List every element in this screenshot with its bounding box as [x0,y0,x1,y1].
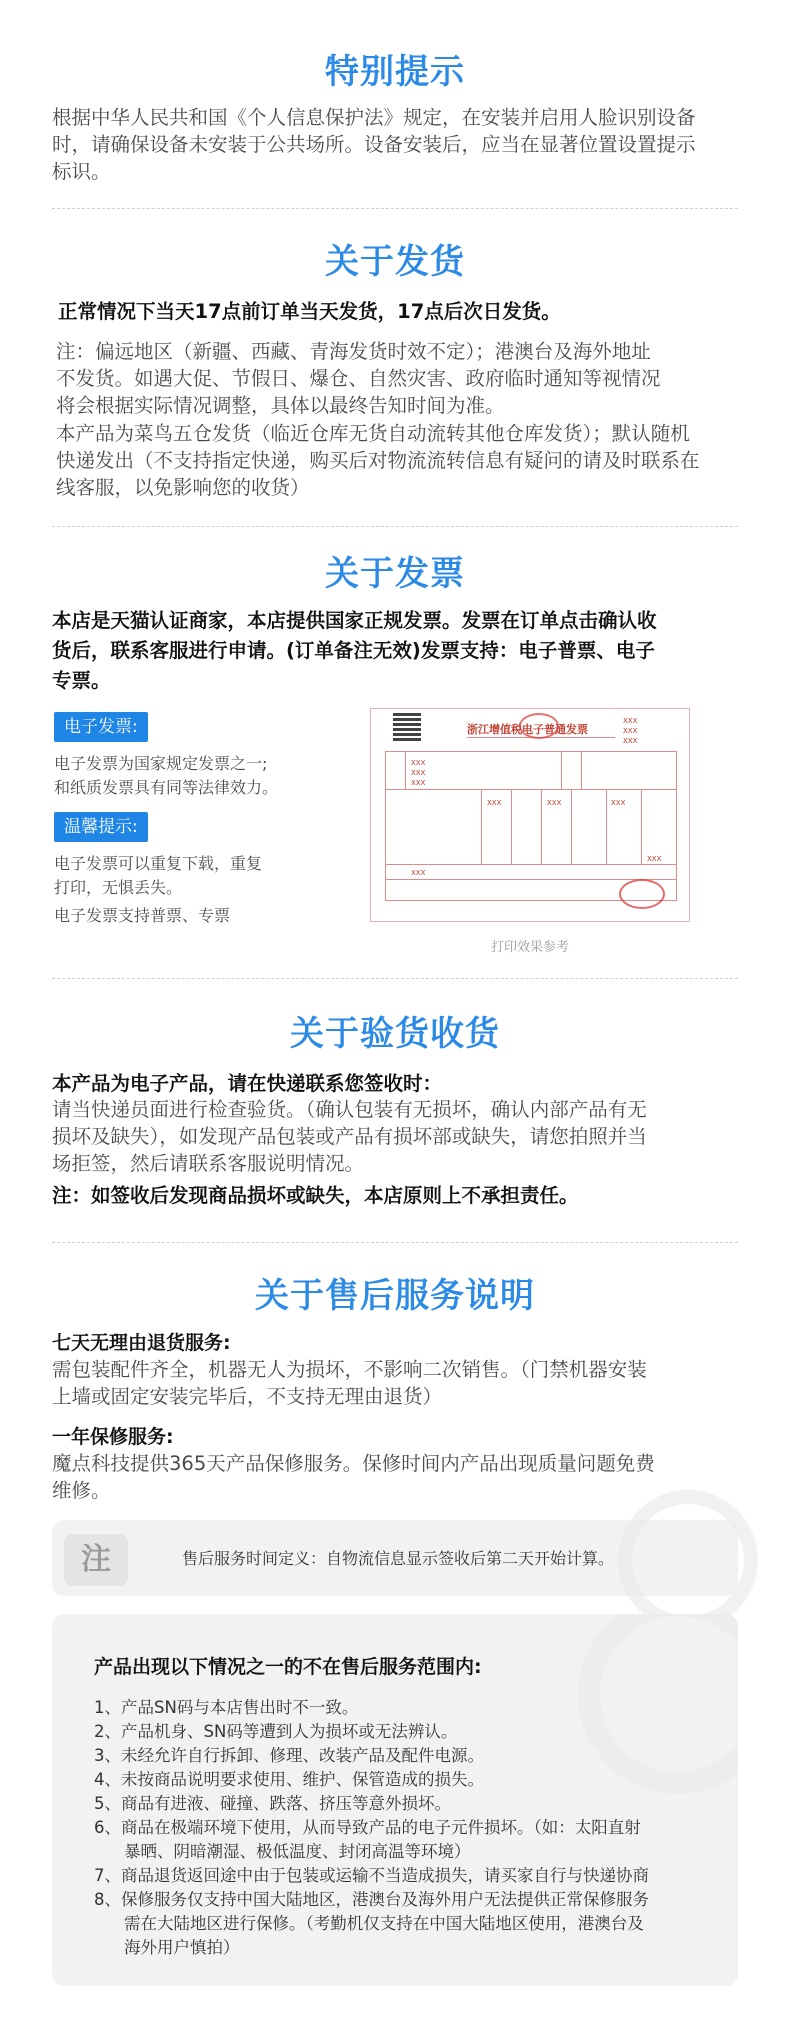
invoice-field: XXX [547,799,562,807]
invoice-field: XXX [647,855,662,863]
invoice-lead [52,606,752,696]
shield-watermark-icon [618,1490,758,1630]
section-title-after-sales: 关于售后服务说明 [255,1276,535,1316]
text-line: 需包装配件齐全，机器无人为损坏，不影响二次销售。（门禁机器安装 [52,1358,647,1381]
seven-day-return-heading: 七天无理由退货服务: [52,1332,231,1354]
text-line: 专票。 [52,669,111,692]
text-line: 损坏及缺失），如发现产品包装或产品有损坏部或缺失，请您拍照并当 [52,1125,647,1148]
divider [52,978,738,979]
text-line: 请当快递员面进行检查验货。（确认包装有无损坏，确认内部产品有无 [52,1098,647,1121]
divider [52,208,738,209]
section-title-invoice: 关于发票 [325,554,465,594]
divider [52,1242,738,1243]
text-line: 根据中华人民共和国《个人信息保护法》规定，在安装并启用人脸识别设备 [52,106,696,129]
text-line: 快递发出（不支持指定快递，购买后对物流流转信息有疑问的请及时联系在 [56,449,700,472]
text-line: 上墙或固定安装完毕后，不支持无理由退货） [52,1385,443,1408]
list-item: 需在大陆地区进行保修。（考勤机仅支持在中国大陆地区使用，港澳台及 [124,1914,644,1933]
list-item: 8、保修服务仅支持中国大陆地区，港澳台及海外用户无法提供正常保修服务 [94,1890,649,1909]
text-line: 和纸质发票具有同等法律效力。 [54,778,279,797]
special-notice-text [52,104,752,185]
e-invoice-tag: 电子发票: [54,712,148,742]
invoice-field: XXX [623,727,638,735]
list-item: 海外用户慎拍） [124,1938,240,1957]
text-line: 货后，联系客服进行申请。(订单备注无效)发票支持：电子普票、电子 [52,639,655,662]
qr-code-icon [393,713,421,741]
invoice-field: XXX [623,737,638,745]
shipping-lead: 正常情况下当天17点前订单当天发货，17点后次日发货。 [58,300,561,323]
list-item: 1、产品SN码与本店售出时不一致。 [94,1698,359,1717]
section-title-special-notice: 特别提示 [325,52,465,92]
section-title-shipping: 关于发货 [325,242,465,282]
seven-day-return-text [52,1356,772,1410]
invoice-caption: 打印效果参考 [490,940,569,955]
text-line: 场拒签，然后请联系客服说明情况。 [52,1152,365,1175]
list-item: 3、未经允许自行拆卸、修理、改装产品及配件电源。 [94,1746,484,1765]
seal-icon [619,879,665,909]
text-line: 本店是天猫认证商家，本店提供国家正规发票。发票在订单点击确认收 [52,609,657,632]
shipping-warehouse-text [56,420,756,501]
text-line: 标识。 [52,160,111,183]
text-line: 线客服，以免影响您的收货） [56,476,310,499]
exclusions-title: 产品出现以下情况之一的不在售后服务范围内: [94,1656,482,1678]
exclusions-list [94,1696,724,1960]
invoice-field: XXX [411,869,426,877]
list-item: 7、商品退货返回途中由于包装或运输不当造成损失，请买家自行与快递协商 [94,1866,649,1885]
invoice-field: XXX [411,759,426,767]
invoice-field: XXX [487,799,502,807]
divider [52,526,738,527]
section-title-inspection: 关于验货收货 [290,1014,500,1054]
invoice-field: XXX [623,717,638,725]
text-line: 魔点科技提供365天产品保修服务。保修时间内产品出现质量问题免费 [52,1452,655,1475]
text-line: 电子发票可以重复下载，重复 [54,854,263,873]
stamp-icon [519,713,559,739]
text-line: 时，请确保设备未安装于公共场所。设备安装后，应当在显著位置设置提示 [52,133,696,156]
text-line: 注：偏远地区（新疆、西藏、青海发货时效不定）；港澳台及海外地址 [56,340,651,363]
inspection-text [52,1096,762,1177]
invoice-sample-image [370,708,690,922]
text-line: 本产品为菜鸟五仓发货（临近仓库无货自动流转其他仓库发货）；默认随机 [56,422,690,445]
text-line: 电子发票为国家规定发票之一; [54,754,268,773]
inspection-note: 注：如签收后发现商品损坏或缺失，本店原则上不承担责任。 [52,1184,579,1207]
inspection-lead: 本产品为电子产品，请在快递联系您签收时： [52,1072,443,1095]
list-item: 2、产品机身、SN码等遭到人为损坏或无法辨认。 [94,1722,458,1741]
invoice-field: XXX [411,769,426,777]
shipping-note [56,338,756,419]
service-time-note [52,1520,738,1596]
text-line: 将会根据实际情况调整，具体以最终告知时间为准。 [56,394,505,417]
tip-tag: 温馨提示: [54,812,148,842]
e-invoice-desc [54,752,278,800]
list-item: 5、商品有进液、碰撞、跌落、挤压等意外损坏。 [94,1794,451,1813]
warranty-heading: 一年保修服务: [52,1426,174,1448]
exclusions-box [52,1614,738,1986]
invoice-field: XXX [611,799,626,807]
note-icon: 注 [64,1534,128,1586]
text-line: 维修。 [52,1479,111,1502]
invoice-title: 浙江增值税电子普通发票 [467,723,588,736]
text-line: 打印，无惧丢失。 [54,878,183,897]
service-time-text: 售后服务时间定义：自物流信息显示签收后第二天开始计算。 [182,1549,615,1568]
invoice-field: XXX [411,779,426,787]
tip-desc [54,852,262,928]
text-line: 不发货。如遇大促、节假日、爆仓、自然灾害、政府临时通知等视情况 [56,367,661,390]
list-item: 暴晒、阴暗潮湿、极低温度、封闭高温等环境） [124,1842,471,1861]
text-line: 电子发票支持普票、专票 [54,906,231,925]
list-item: 4、未按商品说明要求使用、维护、保管造成的损失。 [94,1770,484,1789]
list-item: 6、商品在极端环境下使用，从而导致产品的电子元件损坏。（如：太阳直射 [94,1818,641,1837]
